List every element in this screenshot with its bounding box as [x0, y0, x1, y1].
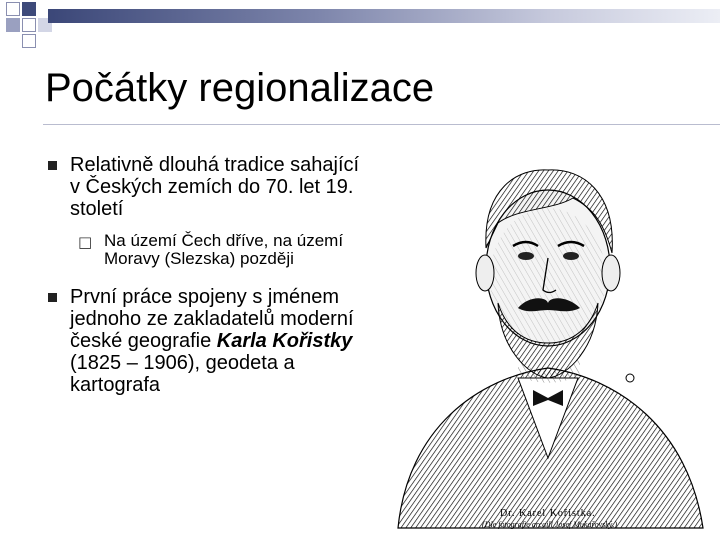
hollow-square-bullet-icon: □: [78, 233, 93, 251]
decorative-squares: [0, 0, 60, 50]
portrait-caption: Dr. Karel Kořistka.: [500, 508, 596, 519]
deco-square: [22, 2, 36, 16]
title-divider: [43, 124, 720, 125]
portrait-credit: (Dle fotografie arcaill Josef Mukařovský.): [482, 520, 617, 529]
square-bullet-icon: [48, 161, 57, 170]
bullet-list: [44, 154, 374, 396]
bullet-item: [44, 154, 374, 220]
sub-bullet-line-1: Na území Čech dříve, na území: [104, 231, 344, 250]
bullet-text-tail: (1825 – 1906), geodeta a kartografa: [70, 352, 295, 396]
bullet-text: Relativně dlouhá tradice sahající v Českých zemích do 70. let 19. století: [70, 154, 360, 220]
deco-square: [22, 34, 36, 48]
bullet-item: [44, 286, 374, 396]
deco-square: [6, 18, 20, 32]
sub-bullet-item: [78, 232, 374, 268]
bullet-text: První práce spojeny s jménem jednoho ze zakladatelů moderní české geografie: [70, 286, 354, 352]
portrait-engraving-image: [368, 128, 720, 540]
slide-title: Počátky regionalizace: [45, 66, 435, 110]
deco-square: [6, 2, 20, 16]
header-gradient-bar: [48, 9, 720, 23]
sub-bullet-line-2: Moravy (Slezska) později: [104, 249, 294, 268]
bullet-emphasis: Karla Kořistky: [216, 330, 353, 352]
deco-square: [22, 18, 36, 32]
square-bullet-icon: [48, 293, 57, 302]
